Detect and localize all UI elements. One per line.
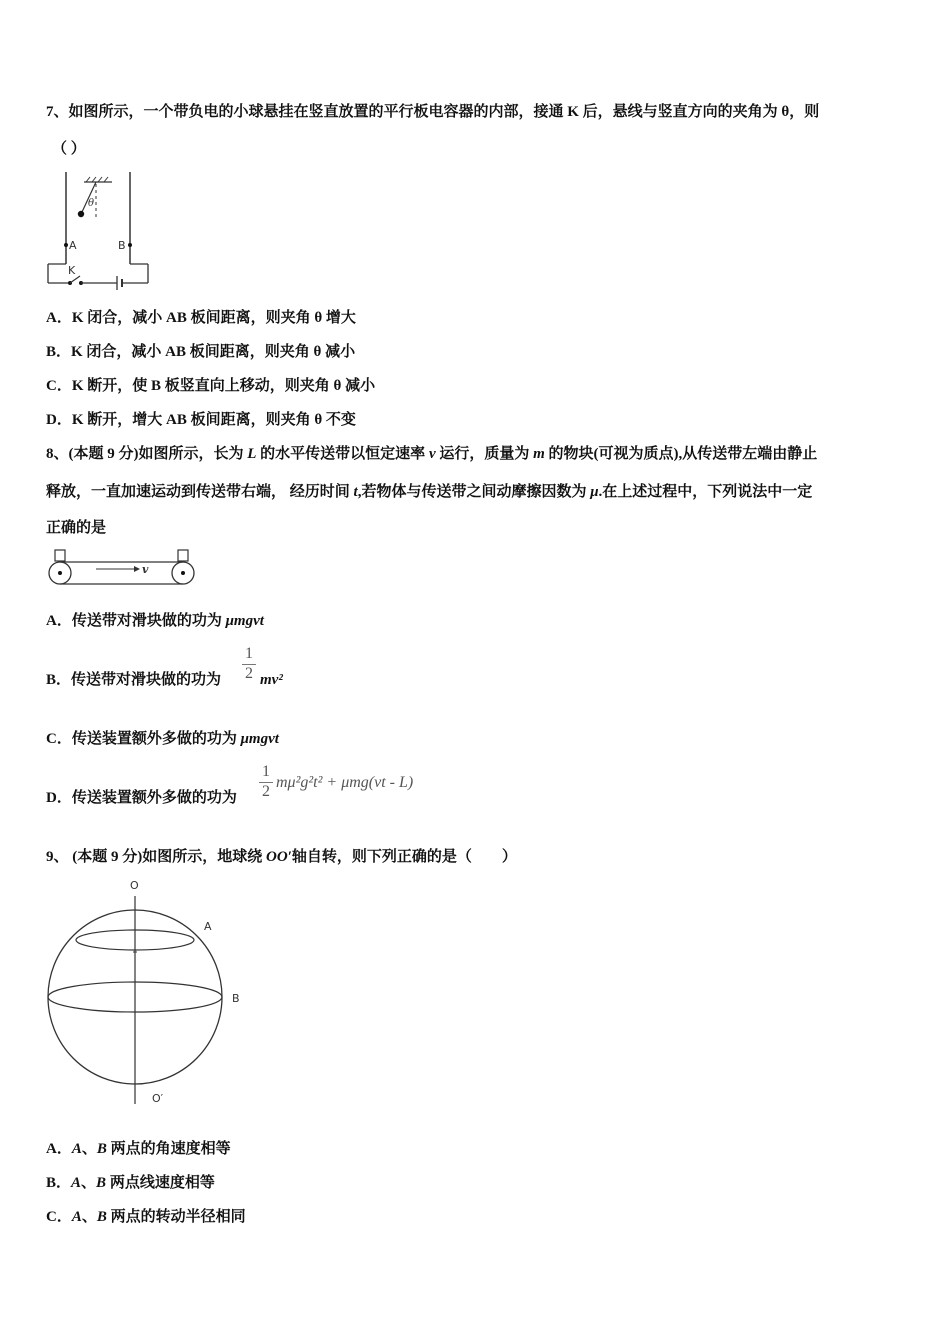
q9-option-a: A．A、B 两点的角速度相等 <box>46 1141 231 1157</box>
label-k: K <box>68 264 76 277</box>
conveyor-figure <box>44 548 198 588</box>
q8-stem-line1: 8、(本题 9 分)如图所示，长为 L 的水平传送带以恒定速率 v 运行，质量为 m 的物块(可视为质点),从传送带左端由静止 <box>46 446 818 462</box>
label-o-bottom: O′ <box>152 1092 164 1105</box>
q8-option-a: A．传送带对滑块做的功为 μmgvt <box>46 613 264 629</box>
q8-option-d: D．传送装置额外多做的功为 <box>46 790 237 806</box>
charged-ball <box>78 211 84 217</box>
q7-option-b: B．K 闭合，减小 AB 板间距离，则夹角 θ 减小 <box>46 344 356 360</box>
switch-k <box>70 276 80 283</box>
block-left <box>55 550 65 561</box>
q7-stem-line1: 7、如图所示，一个带负电的小球悬挂在竖直放置的平行板电容器的内部，接通 K 后，悬线与竖直方向的夹角为 θ，则 <box>46 104 820 120</box>
label-o-top: O <box>130 879 139 892</box>
q7-option-c: C．K 断开，使 B 板竖直向上移动，则夹角 θ 减小 <box>46 378 376 394</box>
q8-option-c: C．传送装置额外多做的功为 μmgvt <box>46 731 279 747</box>
earth-figure <box>40 876 250 1108</box>
q8-option-b: B．传送带对滑块做的功为 <box>46 672 222 688</box>
q8-option-d-expr: mμ²g²t² + μmg(vt - L) <box>276 774 414 791</box>
q9-option-c: C．A、B 两点的转动半径相同 <box>46 1209 246 1225</box>
block-right <box>178 550 188 561</box>
q7-stem-line2: （ ） <box>52 141 86 157</box>
q8-stem-line3: 正确的是 <box>46 520 107 536</box>
label-b: B <box>118 239 126 252</box>
label-a: A <box>204 920 212 933</box>
q7-option-d: D．K 断开，增大 AB 板间距离，则夹角 θ 不变 <box>46 412 356 428</box>
label-a: A <box>69 239 77 252</box>
q8-option-b-expr: mv² <box>260 672 283 688</box>
capacitor-figure <box>44 168 154 290</box>
velocity-label: v <box>142 563 149 576</box>
q8-option-b-fraction: $\frac{1}{2}$ <box>242 645 256 683</box>
q8-stem-line2: 释放，一直加速运动到传送带右端， 经历时间 t,若物体与传送带之间动摩擦因数为 μ.在上述过程中，下列说法中一定 <box>46 484 813 500</box>
q8-option-d-fraction: $\frac{1}{2}$ <box>259 763 273 801</box>
label-b: B <box>232 992 240 1005</box>
q9-stem: 9、 (本题 9 分)如图所示，地球绕 OO′轴自转，则下列正确的是（ ） <box>46 849 517 865</box>
q7-option-a: A．K 闭合，减小 AB 板间距离，则夹角 θ 增大 <box>46 310 356 326</box>
theta-label: θ <box>88 198 95 209</box>
q9-option-b: B．A、B 两点线速度相等 <box>46 1175 215 1191</box>
